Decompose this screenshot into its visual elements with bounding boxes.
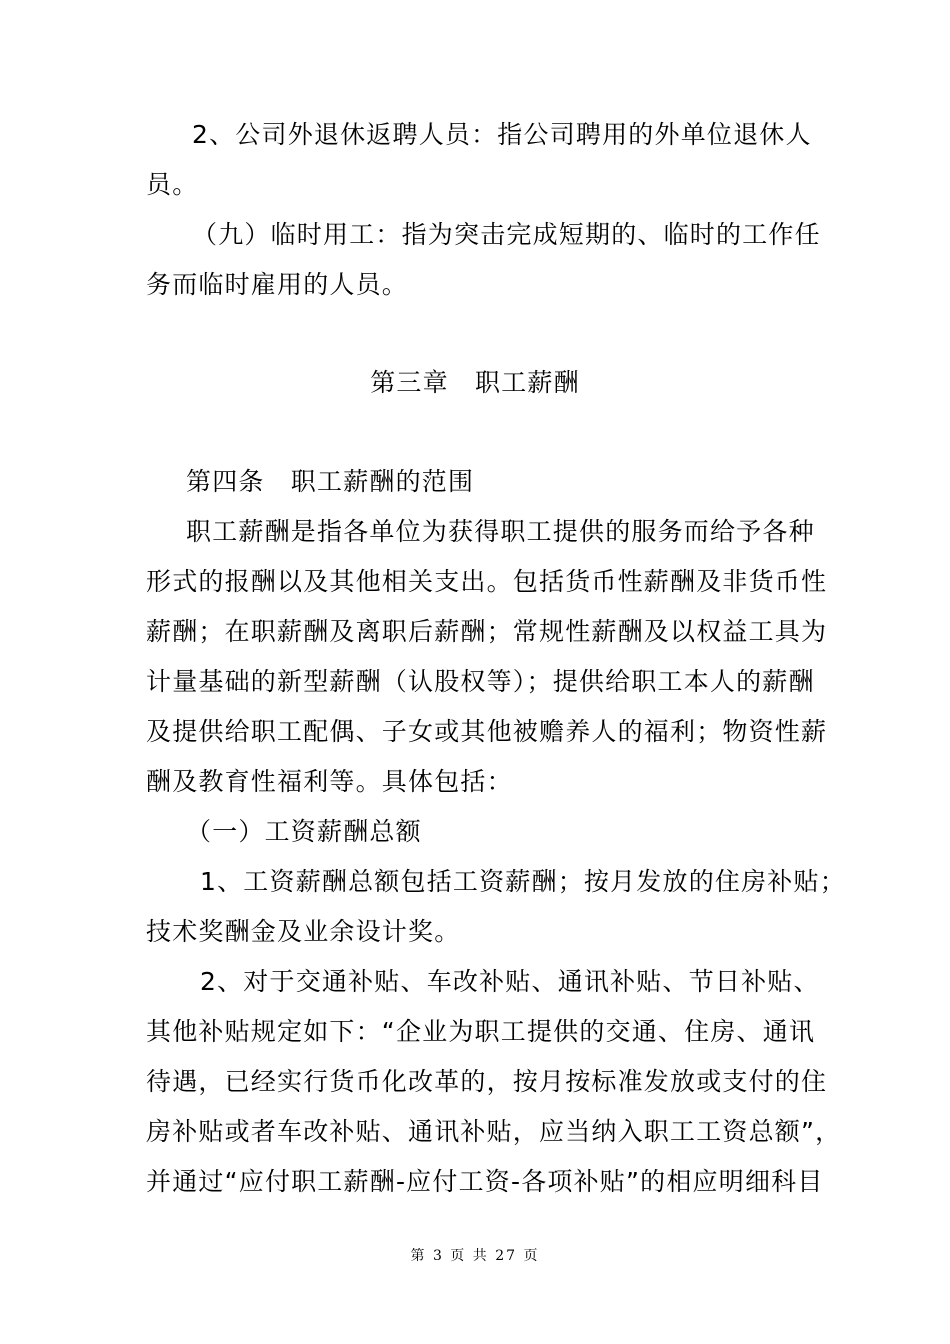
paragraph-line: 职工薪酬是指各单位为获得职工提供的服务而给予各种 [186, 517, 815, 546]
paragraph-line: 及提供给职工配偶、子女或其他被赡养人的福利；物资性薪 [146, 717, 828, 746]
paragraph-line: 形式的报酬以及其他相关支出。包括货币性薪酬及非货币性 [146, 567, 828, 596]
paragraph-line: 务而临时雇用的人员。 [146, 270, 409, 299]
paragraph-line: 房补贴或者车改补贴、通讯补贴，应当纳入职工工资总额”， [146, 1117, 842, 1146]
article-title: 第四条 职工薪酬的范围 [186, 467, 475, 496]
page-footer: 第 3 页 共 27 页 [410, 1248, 540, 1264]
paragraph-line: （九）临时用工：指为突击完成短期的、临时的工作任 [192, 220, 821, 249]
paragraph-line: 计量基础的新型薪酬（认股权等）；提供给职工本人的薪酬 [146, 667, 815, 696]
section-heading: （一）工资薪酬总额 [186, 817, 422, 846]
paragraph-line: 并通过“应付职工薪酬-应付工资-各项补贴”的相应明细科目 [146, 1167, 824, 1196]
paragraph-line: 员。 [146, 170, 199, 199]
paragraph-line: 1、工资薪酬总额包括工资薪酬；按月发放的住房补贴； [200, 867, 846, 896]
paragraph-line: 2、对于交通补贴、车改补贴、通讯补贴、节日补贴、 [200, 967, 820, 996]
paragraph-line: 待遇，已经实行货币化改革的，按月按标准发放或支付的住 [146, 1067, 828, 1096]
paragraph-line: 其他补贴规定如下：“企业为职工提供的交通、住房、通讯 [146, 1017, 816, 1046]
chapter-title: 第三章 职工薪酬 [370, 368, 580, 397]
paragraph-line: 酬及教育性福利等。具体包括： [146, 767, 513, 796]
paragraph-line: 薪酬；在职薪酬及离职后薪酬；常规性薪酬及以权益工具为 [146, 617, 828, 646]
paragraph-line: 2、公司外退休返聘人员：指公司聘用的外单位退休人 [192, 120, 812, 149]
paragraph-line: 技术奖酬金及业余设计奖。 [146, 917, 461, 946]
